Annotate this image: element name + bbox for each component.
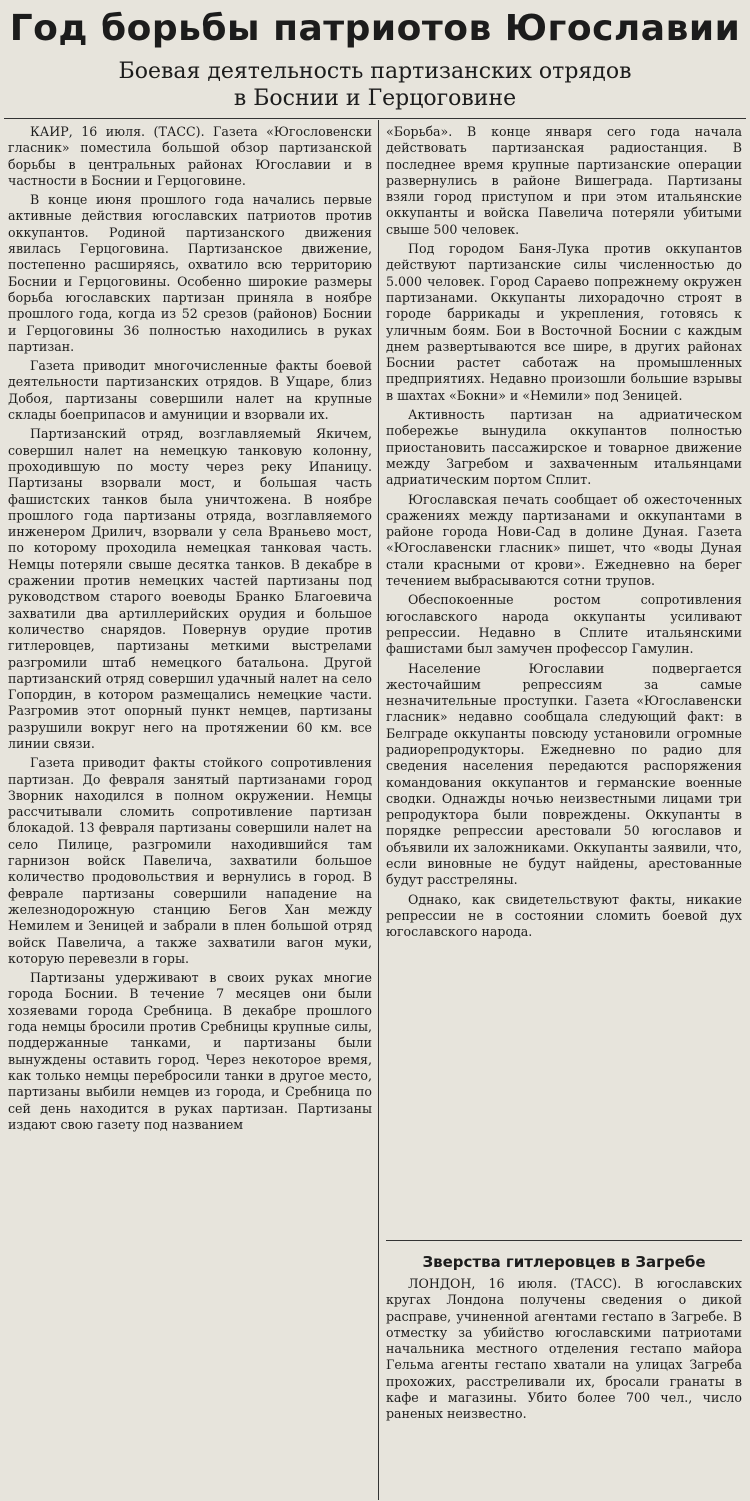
second-article-heading: Зверства гитлеровцев в Загребе (422, 1253, 706, 1271)
article-paragraph: Однако, как свидетельствуют факты, никакие репрессии не в состоянии сломить боевой дух югославского народа. (386, 891, 742, 940)
article-paragraph: Газета приводит факты стойкого сопротивления партизан. До февраля занятый партизанами город Зворник находился в полном окружении. Немцы рассчитывали сломить сопротивление партизан блокадой. 13 февраля партизаны совершили налет на село Пилице, разгромили находившийся там гарнизон войск Павелича, захватили большое количество продовольствия и вернулись в город. В феврале партизаны совершили нападение на железнодорожную станцию Бегов Хан между Немилем и Зеницей и забрали в плен большой отряд войск Павелича, а также захватили вагон муки, которую перевезли в горы. (8, 755, 372, 966)
article-paragraph: Югославская печать сообщает об ожесточенных сражениях между партизанами и оккупантами в районе города Нови-Сад в долине Дуная. Газета «Югославенски гласник» пишет, что «воды Дуная стали красными от крови». Ежедневно на берег течением выбрасываются сотни трупов. (386, 491, 742, 589)
subheadline (0, 58, 750, 112)
left-column (8, 124, 372, 1500)
headline: Год борьбы патриотов Югославии (9, 8, 741, 49)
article-paragraph: КАИР, 16 июля. (ТАСС). Газета «Югословенски гласник» поместила большой обзор партизанской борьбы в центральных районах Югославии и в частности в Боснии и Герцоговине. (8, 124, 372, 188)
article-paragraph: Под городом Баня-Лука против оккупантов действуют партизанские силы численностью до 5.000 человек. Город Сараево попрежнему окружен партизанами. Оккупанты лихорадочно строят в городе баррикады и укрепления, готовясь к уличным боям. Бои в Восточной Боснии с каждым днем развертываются все шире, в других районах Боснии растет саботаж на промышленных предприятиях. Недавно произошли большие взрывы в шахтах «Бокни» и «Немили» под Зеницей. (386, 241, 742, 403)
article-paragraph: Партизаны удерживают в своих руках многие города Боснии. В течение 7 месяцев они были хозяевами города Сребница. В декабре прошлого года немцы бросили против Сребницы крупные силы, поддержанные танками, и партизаны были вынуждены оставить город. Через некоторое время, как только немцы перебросили танки в другое место, партизаны выбили немцев из города, и Сребница по сей день находится в руках партизан. Партизаны издают свою газету под названием (8, 970, 372, 1132)
article-paragraph: Обеспокоенные ростом сопротивления югославского народа оккупанты усиливают репрессии. Недавно в Сплите итальянскими фашистами был замучен профессор Гамулин. (386, 592, 742, 657)
article-paragraph: В конце июня прошлого года начались первые активные действия югославских патриотов против оккупантов. Родиной партизанского движения явилась Герцоговина. Партизанское движение, постепенно расширяясь, охватило всю территорию Боснии и Герцоговины. Особенно широкие размеры борьба югославских партизан приняла в ноябре прошлого года, когда из 52 срезов (районов) Боснии и Герцоговины 36 полностью находились в руках партизан. (8, 192, 372, 354)
article-paragraph: «Борьба». В конце января сего года начала действовать партизанская радиостанция. В последнее время крупные партизанские операции развернулись в районе Вишеграда. Партизаны взяли город приступом и при этом итальянские оккупанты и войска Павелича потеряли убитыми свыше 500 человек. (386, 124, 742, 237)
article-paragraph: Партизанский отряд, возглавляемый Якичем, совершил налет на немецкую танковую колонну, проходившую по мосту через реку Ипаницу. Партизаны взорвали мост, и большая часть фашистских танков была уничтожена. В ноябре прошлого года партизаны отряда, возглавляемого инженером Дрилич, взорвали у села Враньево мост, по которому проходила немецкая танковая часть. Немцы потеряли свыше десятка танков. В декабре в сражении против немецких частей партизаны под руководством старого воеводы Бранко Благоевича захватили два артиллерийских орудия и большое количество снарядов. Повернув орудие против гитлеровцев, партизаны меткими выстрелами разгромили штаб немецкого батальона. Другой партизанский отряд совершил удачный налет на село Гопордин, в котором размещались немецкие части. Разгромив этот опорный пункт немцев, партизаны разрушили вокруг него на протяжении 60 км. все линии связи. (8, 426, 372, 751)
subheadline-line-2: в Боснии и Герцоговине (233, 86, 517, 111)
header-rule (4, 118, 746, 119)
article-paragraph: Население Югославии подвергается жесточайшим репрессиям за самые незначительные проступки. Газета «Югославенски гласник» недавно сообщала следующий факт: в Белграде оккупанты повсюду установили огромные радиорепродукторы. Ежедневно по радио для сведения населения передаются распоряжения командования оккупантов и германские военные сводки. Однажды ночью неизвестными лицами три репродуктора были повреждены. Оккупанты в порядке репрессии арестовали 50 югославов и объявили их заложниками. Оккупанты заявили, что, если виновные не будут найдены, арестованные будут расстреляны. (386, 660, 742, 888)
second-article (386, 1252, 742, 1423)
right-column (386, 124, 742, 1244)
section-rule (386, 1240, 742, 1241)
second-article-text: ЛОНДОН, 16 июля. (ТАСС). В югославских кругах Лондона получены сведения о дикой расправе, учиненной агентами гестапо в Загребе. В отместку за убийство югославскими патриотами начальника местного отделения гестапо майора Гельма агенты гестапо хватали на улицах Загреба прохожих, расстреливали их, бросали гранаты в кафе и магазины. Убито более 700 чел., число раненых неизвестно. (386, 1276, 742, 1422)
column-divider (378, 120, 379, 1500)
article-paragraph: Активность партизан на адриатическом побережье вынудила оккупантов полностью приостановить пассажирское и товарное движение между Загребом и захваченным итальянцами адриатическим портом Сплит. (386, 407, 742, 488)
subheadline-line-1: Боевая деятельность партизанских отрядов (118, 59, 632, 84)
article-paragraph: Газета приводит многочисленные факты боевой деятельности партизанских отрядов. В Ущаре, близ Добоя, партизаны совершили налет на крупные склады боеприпасов и амуниции и взорвали их. (8, 358, 372, 423)
